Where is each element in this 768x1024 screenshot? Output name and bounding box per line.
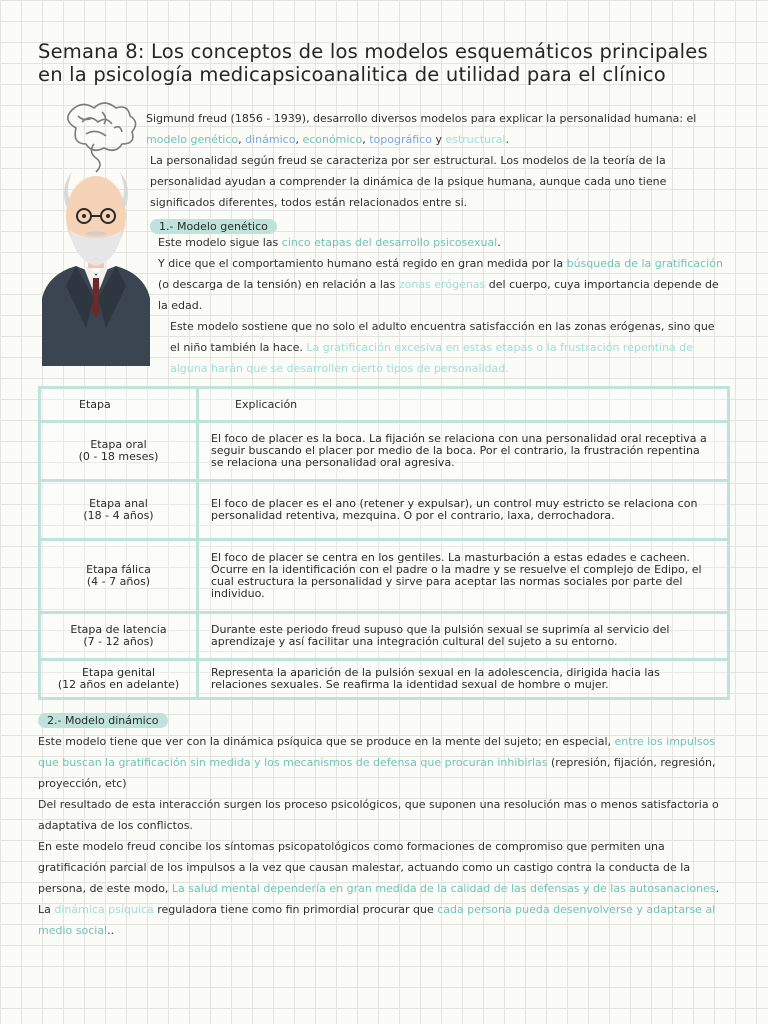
page-title: Semana 8: Los conceptos de los modelos esquemáticos principales en la psicología medicapsicoanalitica de utilidad para el clínico <box>38 40 708 86</box>
dinamico-paragraph-3: En este modelo freud concibe los síntomas psicopatológicos como formaciones de compromiso que permiten una gratificación parcial de los impulsos a la vez que causan malestar, actuando como un castigo contra la conducta de la persona, de este modo, La salud mental dependería en gran medida de la calidad de las defensas y de las autosanaciones. <box>38 840 720 895</box>
intro-paragraph-2: La personalidad según freud se caracteriza por ser estructural. Los modelos de la teoría de la personalidad ayudan a comprender la dinámica de la psique humana, aunque cada uno tiene significados diferentes, todos están relacionados entre si. <box>150 154 667 209</box>
genetico-paragraph-2: Y dice que el comportamiento humano está regido en gran medida por la búsqueda de la gratificación (o descarga de la tensión) en relación a las zonas erógenas del cuerpo, cuya importancia depende de la edad. <box>158 257 723 312</box>
freud-portrait-illustration <box>36 98 156 366</box>
stage-range: (18 - 4 años) <box>83 509 154 522</box>
stage-range: (12 años en adelante) <box>57 678 180 691</box>
table-header-explicacion: Explicación <box>235 397 298 411</box>
section-badge-genetico: 1.- Modelo genético <box>150 219 277 234</box>
stage-cell <box>41 423 199 479</box>
dinamico-paragraph-2: Del resultado de esta interacción surgen los proceso psicológicos, que suponen una resolución mas o menos satisfactoria o adaptativa de los conflictos. <box>38 798 719 832</box>
table-header-etapa: Etapa <box>41 389 199 420</box>
table-header-row <box>41 389 727 420</box>
stage-name: Etapa genital <box>81 666 156 679</box>
stage-name: Etapa de latencia <box>70 623 167 636</box>
stage-name: Etapa fálica <box>86 563 151 576</box>
stage-range: (4 - 7 años) <box>86 575 151 588</box>
genetico-paragraph-3: Este modelo sostiene que no solo el adulto encuentra satisfacción en las zonas erógenas, sino que el niño también la hace. La gratificación excesiva en estas etapas o la frustración repentina de alguna harán que se desarrollen cierto tipos de personalidad. <box>170 320 715 375</box>
stage-range: (0 - 18 meses) <box>78 450 159 463</box>
stage-cell <box>41 482 199 538</box>
intro-paragraph: Sigmund freud (1856 - 1939), desarrollo diversos modelos para explicar la personalidad humana: el modelo genético, dinámico, económico, topográfico y estructural. <box>146 112 697 146</box>
stage-cell <box>41 614 199 658</box>
stage-explanation: Durante este periodo freud supuso que la pulsión sexual se suprimía al servicio del aprendizaje y así facilitar una integración cultural del sujeto a su entorno. <box>211 623 670 648</box>
dinamico-paragraph-1: Este modelo tiene que ver con la dinámica psíquica que se produce en la mente del sujeto; en especial, entre los impulsos que buscan la gratificación sin medida y los mecanismos de defensa que procuran inhibirlas (represión, fijación, regresión, proyección, etc) <box>38 735 716 790</box>
table-row <box>41 420 727 479</box>
stage-range: (7 - 12 años) <box>83 635 154 648</box>
stage-name: Etapa anal <box>89 497 148 510</box>
stage-explanation: El foco de placer es el ano (retener y expulsar), un control muy estricto se relaciona con personalidad retentiva, mezquina. O por el contrario, laxa, derrochadora. <box>211 497 698 522</box>
stage-cell <box>41 661 199 697</box>
table-row <box>41 611 727 658</box>
genetico-line-1: Este modelo sigue las cinco etapas del desarrollo psicosexual. <box>158 236 501 249</box>
stage-name: Etapa oral <box>90 438 147 451</box>
table-row <box>41 538 727 611</box>
stage-explanation: Representa la aparición de la pulsión sexual en la adolescencia, dirigida hacia las relaciones sexuales. Se reafirma la identidad sexual de hombre o mujer. <box>211 666 660 691</box>
stages-table <box>38 386 730 700</box>
stage-explanation: El foco de placer es la boca. La fijación se relaciona con una personalidad oral receptiva a seguir buscando el placer por medio de la boca. Por el contrario, la frustración repentina se relaciona una personalidad oral agresiva. <box>211 432 707 469</box>
section-badge-dinamico: 2.- Modelo dinámico <box>38 713 168 728</box>
stage-cell <box>41 541 199 611</box>
table-row <box>41 479 727 538</box>
stage-explanation: El foco de placer se centra en los gentiles. La masturbación a estas edades e cacheen. Ocurre en la identificación con el padre o la madre y se resuelve el complejo de Edipo, el cual estructura la personalidad y sirve para aceptar las normas sociales por parte del individuo. <box>211 551 702 600</box>
table-row <box>41 658 727 697</box>
dinamico-paragraph-4: La dinámica psíquica reguladora tiene como fin primordial procurar que cada persona pueda desenvolverse y adaptarse al medio social.. <box>38 903 716 937</box>
dinamico-section <box>38 710 724 941</box>
